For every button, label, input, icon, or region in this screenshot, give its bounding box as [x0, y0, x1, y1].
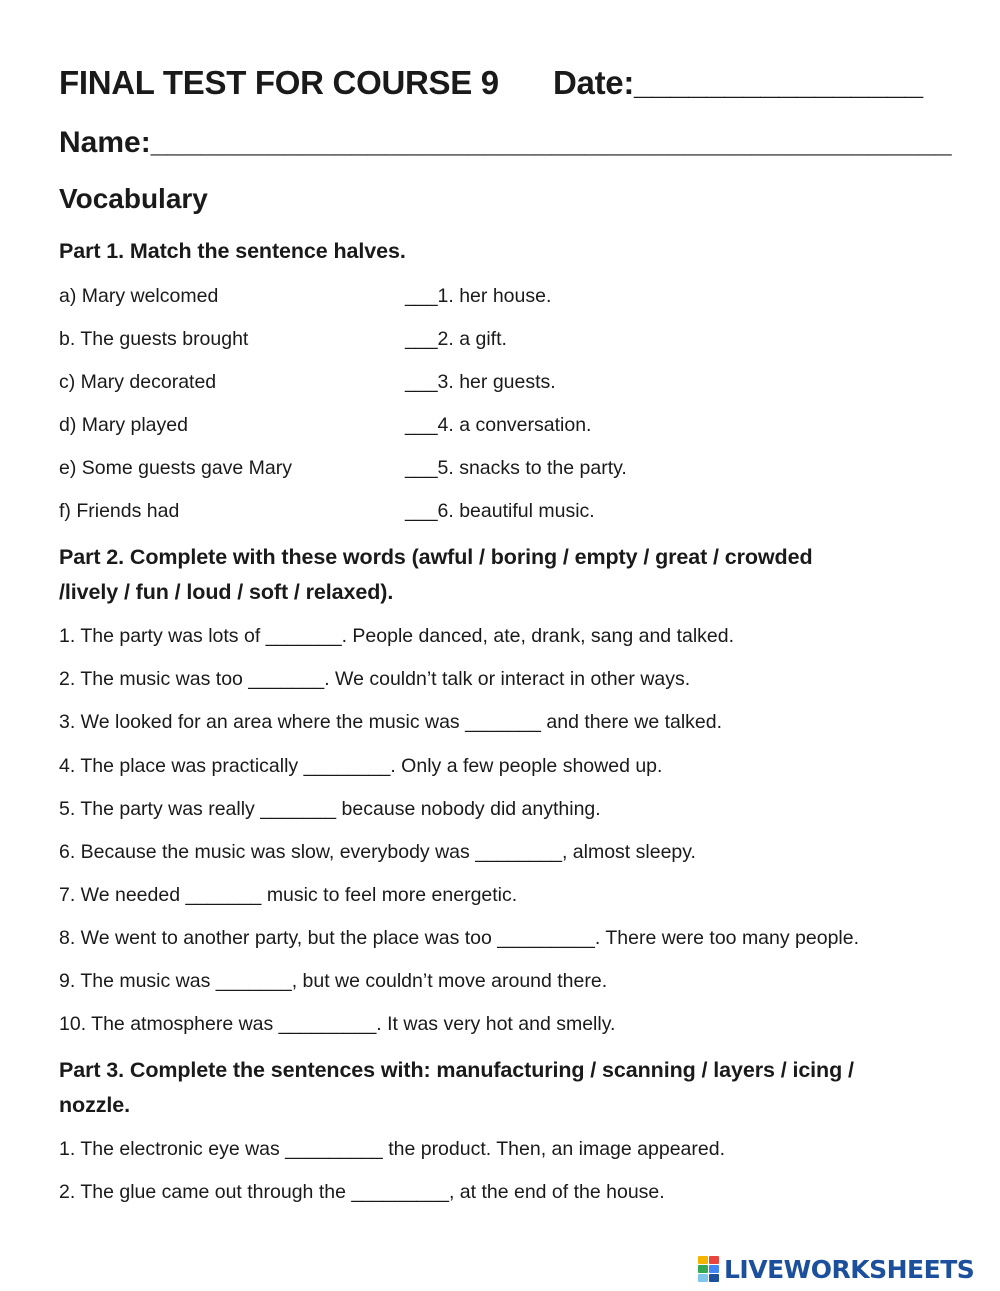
part3-heading-line2: nozzle. [59, 1093, 130, 1117]
fill-in-sentence[interactable]: 4. The place was practically ________. Only a few people showed up. [59, 755, 663, 777]
match-right-item[interactable]: ___4. a conversation. [405, 414, 592, 436]
match-left-item: e) Some guests gave Mary [59, 457, 293, 479]
part3-heading-line1: Part 3. Complete the sentences with: manufacturing / scanning / layers / icing / [59, 1058, 854, 1082]
fill-in-sentence[interactable]: 9. The music was _______, but we couldn’t move around there. [59, 970, 608, 992]
match-right-item[interactable]: ___2. a gift. [405, 328, 507, 350]
fill-in-sentence[interactable]: 1. The party was lots of _______. People danced, ate, drank, sang and talked. [59, 625, 735, 647]
fill-in-sentence[interactable]: 2. The glue came out through the _________, at the end of the house. [59, 1181, 665, 1203]
match-right-item[interactable]: ___5. snacks to the party. [405, 457, 627, 479]
section-title: Vocabulary [59, 183, 208, 214]
part2-heading-line2: /lively / fun / loud / soft / relaxed). [59, 580, 394, 604]
match-right-item[interactable]: ___3. her guests. [405, 371, 556, 393]
liveworksheets-logo-text: LIVEWORKSHEETS [724, 1254, 975, 1284]
match-left-item: d) Mary played [59, 414, 188, 436]
liveworksheets-logo[interactable] [698, 1254, 974, 1284]
fill-in-sentence[interactable]: 2. The music was too _______. We couldn’t talk or interact in other ways. [59, 668, 691, 690]
date-field-label: Date:________________ [553, 64, 923, 101]
fill-in-sentence[interactable]: 5. The party was really _______ because nobody did anything. [59, 798, 601, 820]
part1-heading: Part 1. Match the sentence halves. [59, 239, 406, 263]
match-right-item[interactable]: ___1. her house. [405, 285, 552, 307]
name-field-label: Name:________________________________________________ [59, 126, 952, 159]
fill-in-sentence[interactable]: 8. We went to another party, but the place was too _________. There were too many people. [59, 927, 860, 949]
fill-in-sentence[interactable]: 10. The atmosphere was _________. It was very hot and smelly. [59, 1013, 616, 1035]
fill-in-sentence[interactable]: 7. We needed _______ music to feel more energetic. [59, 884, 518, 906]
liveworksheets-logo-icon [698, 1256, 720, 1282]
match-left-item: f) Friends had [59, 500, 180, 522]
fill-in-sentence[interactable]: 3. We looked for an area where the music was _______ and there we talked. [59, 711, 723, 733]
match-left-item: b. The guests brought [59, 328, 249, 350]
part2-heading-line1: Part 2. Complete with these words (awful / boring / empty / great / crowded [59, 545, 813, 569]
match-left-item: a) Mary welcomed [59, 285, 219, 307]
test-title: FINAL TEST FOR COURSE 9 [59, 64, 499, 101]
fill-in-sentence[interactable]: 1. The electronic eye was _________ the product. Then, an image appeared. [59, 1138, 725, 1160]
fill-in-sentence[interactable]: 6. Because the music was slow, everybody was ________, almost sleepy. [59, 841, 696, 863]
match-left-item: c) Mary decorated [59, 371, 217, 393]
match-right-item[interactable]: ___6. beautiful music. [405, 500, 595, 522]
